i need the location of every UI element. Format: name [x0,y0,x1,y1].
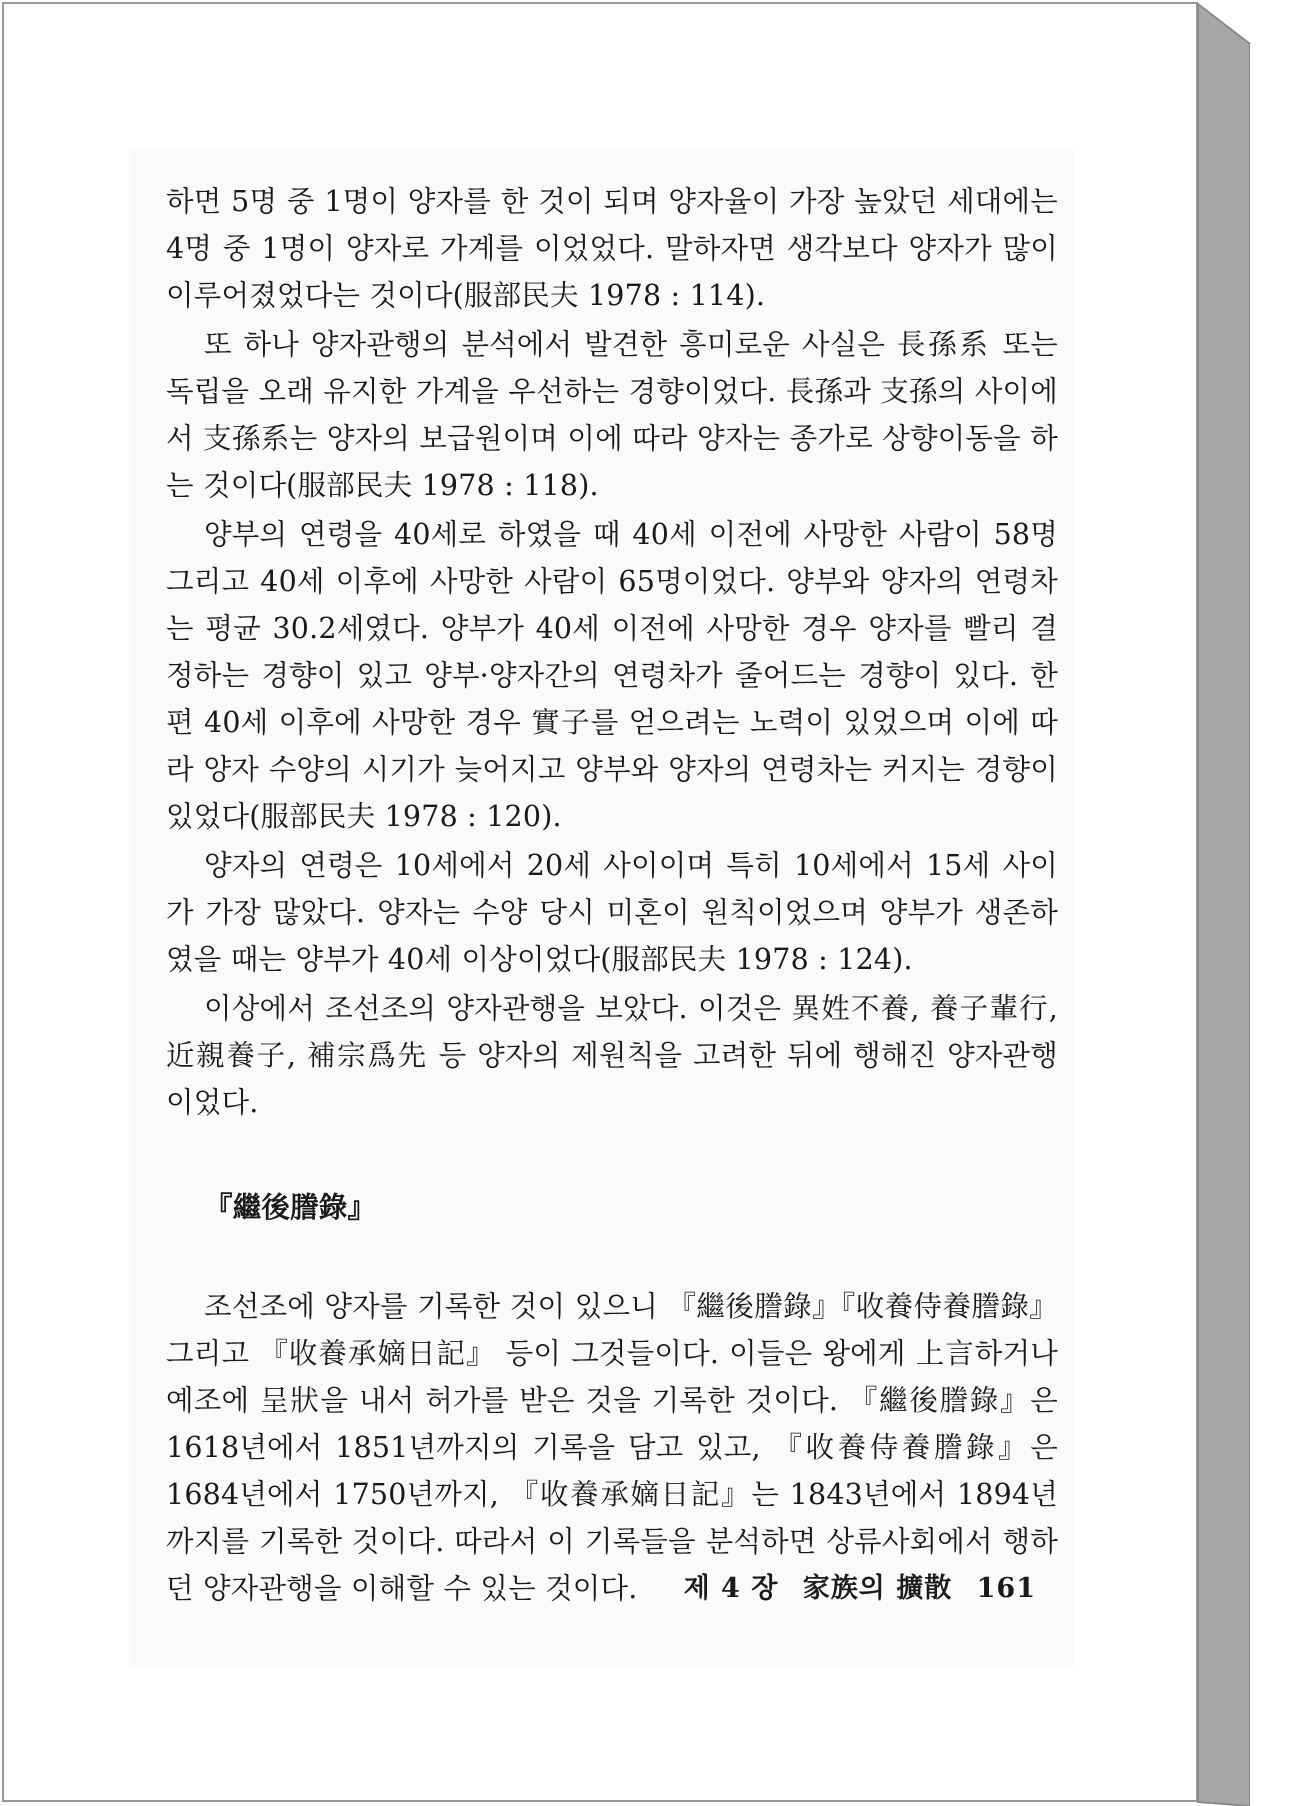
page-number: 161 [976,1573,1036,1604]
section-heading: 『繼後謄錄』 [204,1190,377,1224]
paragraph: 양자의 연령은 10세에서 20세 사이이며 특히 10세에서 15세 사이가 가장 많았다. 양자는 수양 당시 미혼이 원칙이었으며 양부가 생존하였을 때는 양부가 40세 이상이었다(服部民夫 1978 : 124). [166,849,1058,976]
chapter-label: 제 4 장 [683,1573,779,1604]
paragraph: 조선조에 양자를 기록한 것이 있으니 『繼後謄錄』『收養侍養謄錄』 그리고 『收養承嫡日記』 등이 그것들이다. 이들은 왕에게 上言하거나 예조에 呈狀을 내서 허가를 받은 것을 기록한 것이다. 『繼後謄錄』은 1618년에서 1851년까지의 기록을 담고 있고, 『收養侍養謄錄』은 1684년에서 1750년까지, 『收養承嫡日記』는 1843년에서 1894년까지를 기록한 것이다. 따라서 이 기록들을 분석하면 상류사회에서 행하던 양자관행을 이해할 수 있는 것이다. [166,1290,1058,1605]
body-text [166,178,1058,1614]
paragraph: 또 하나 양자관행의 분석에서 발견한 흥미로운 사실은 長孫系 또는 독립을 오래 유지한 가계을 우선하는 경향이었다. 長孫과 支孫의 사이에서 支孫系는 양자의 보급원이며 이에 따라 양자는 종가로 상향이동을 하는 것이다(服部民夫 1978 : 118). [166,328,1058,502]
paragraph: 이상에서 조선조의 양자관행을 보았다. 이것은 異姓不養, 養子輩行, 近親養子, 補宗爲先 등 양자의 제원칙을 고려한 뒤에 행해진 양자관행이었다. [166,992,1058,1119]
paragraph: 하면 5명 중 1명이 양자를 한 것이 되며 양자율이 가장 높았던 세대에는 4명 중 1명이 양자로 가계를 이었었다. 말하자면 생각보다 양자가 많이 이루어졌었다는 것이다(服部民夫 1978 : 114). [166,185,1058,312]
paragraph: 양부의 연령을 40세로 하였을 때 40세 이전에 사망한 사람이 58명 그리고 40세 이후에 사망한 사람이 65명이었다. 양부와 양자의 연령차는 평균 30.2세였다. 양부가 40세 이전에 사망한 경우 양자를 빨리 결정하는 경향이 있고 양부·양자간의 연령차가 줄어드는 경향이 있다. 한편 40세 이후에 사망한 경우 實子를 얻으려는 노력이 있었으며 이에 따라 양자 수양의 시기가 늦어지고 양부와 양자의 연령차는 커지는 경향이 있었다(服部民夫 1978 : 120). [166,518,1058,833]
page-footer [670,1566,1036,1605]
chapter-title: 家族의 擴散 [802,1573,953,1604]
